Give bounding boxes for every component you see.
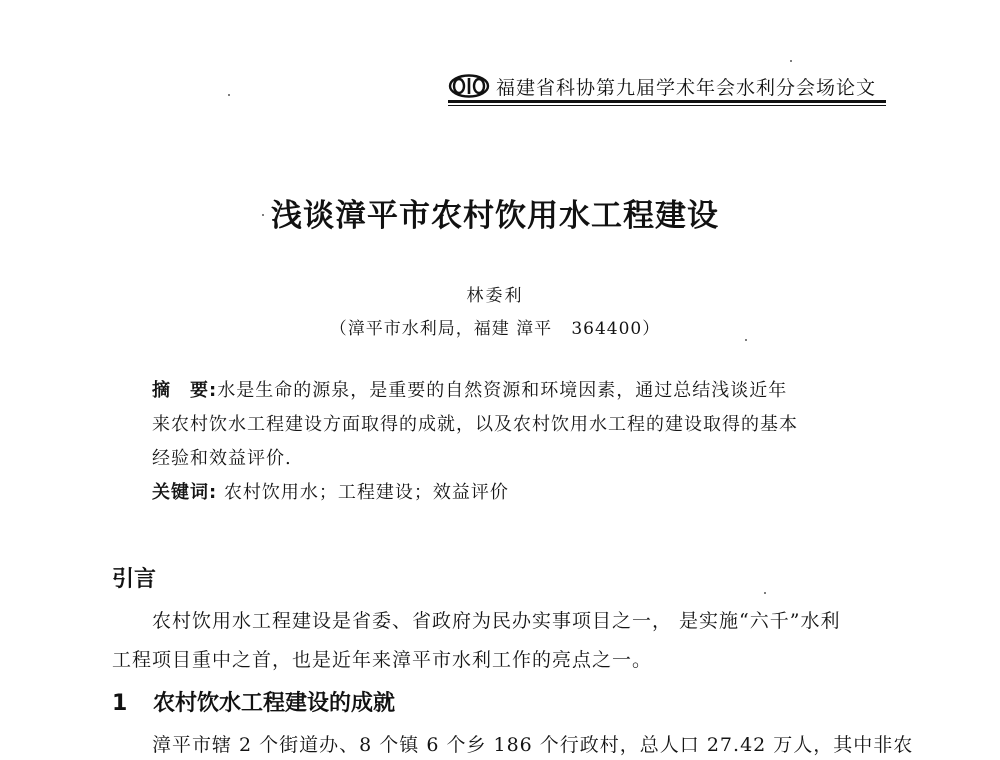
abstract-line bbox=[152, 376, 852, 410]
abstract-block bbox=[152, 376, 852, 512]
body-paragraph-line: 漳平市辖 2 个街道办、8 个镇 6 个乡 186 个行政村，总人口 27.42 万人，其中非农 bbox=[152, 734, 914, 756]
scan-speck bbox=[790, 60, 792, 62]
scan-speck bbox=[764, 592, 766, 594]
header-rule-thin bbox=[448, 105, 886, 106]
abstract-line: 经验和效益评价. bbox=[152, 448, 292, 469]
section-heading-intro: 引言 bbox=[112, 567, 157, 592]
author-name: 林委利 bbox=[466, 286, 524, 306]
header-text: 福建省科协第九届学术年会水利分会场论文 bbox=[496, 77, 877, 99]
author-affiliation: （漳平市水利局，福建 漳平 364400） bbox=[329, 319, 661, 339]
scan-speck bbox=[228, 94, 230, 96]
body-paragraph-line: 农村饮用水工程建设是省委、省政府为民办实事项目之一， 是实施“六千”水利 bbox=[152, 610, 841, 632]
keywords-label: 关键词: bbox=[152, 482, 218, 503]
scan-speck bbox=[262, 214, 264, 216]
section-title: 农村饮水工程建设的成就 bbox=[152, 691, 395, 716]
abstract-text: 水是生命的源泉，是重要的自然资源和环境因素，通过总结浅谈近年 bbox=[217, 380, 788, 401]
body-paragraph-line: 工程项目重中之首，也是近年来漳平市水利工作的亮点之一。 bbox=[112, 649, 653, 671]
keywords-line bbox=[152, 478, 852, 512]
abstract-line: 来农村饮水工程建设方面取得的成就，以及农村饮用水工程的建设取得的基本 bbox=[152, 414, 798, 435]
abstract-label: 摘 要: bbox=[152, 380, 218, 401]
keywords-text: 农村饮用水；工程建设；效益评价 bbox=[223, 482, 509, 503]
conference-logo-icon bbox=[448, 74, 490, 98]
header-rule bbox=[448, 100, 886, 103]
scan-speck bbox=[745, 339, 747, 341]
paper-title: 浅谈漳平市农村饮用水工程建设 bbox=[271, 198, 719, 234]
section-heading-1 bbox=[112, 686, 395, 717]
section-number: 1 bbox=[112, 691, 128, 716]
running-header bbox=[448, 70, 886, 104]
